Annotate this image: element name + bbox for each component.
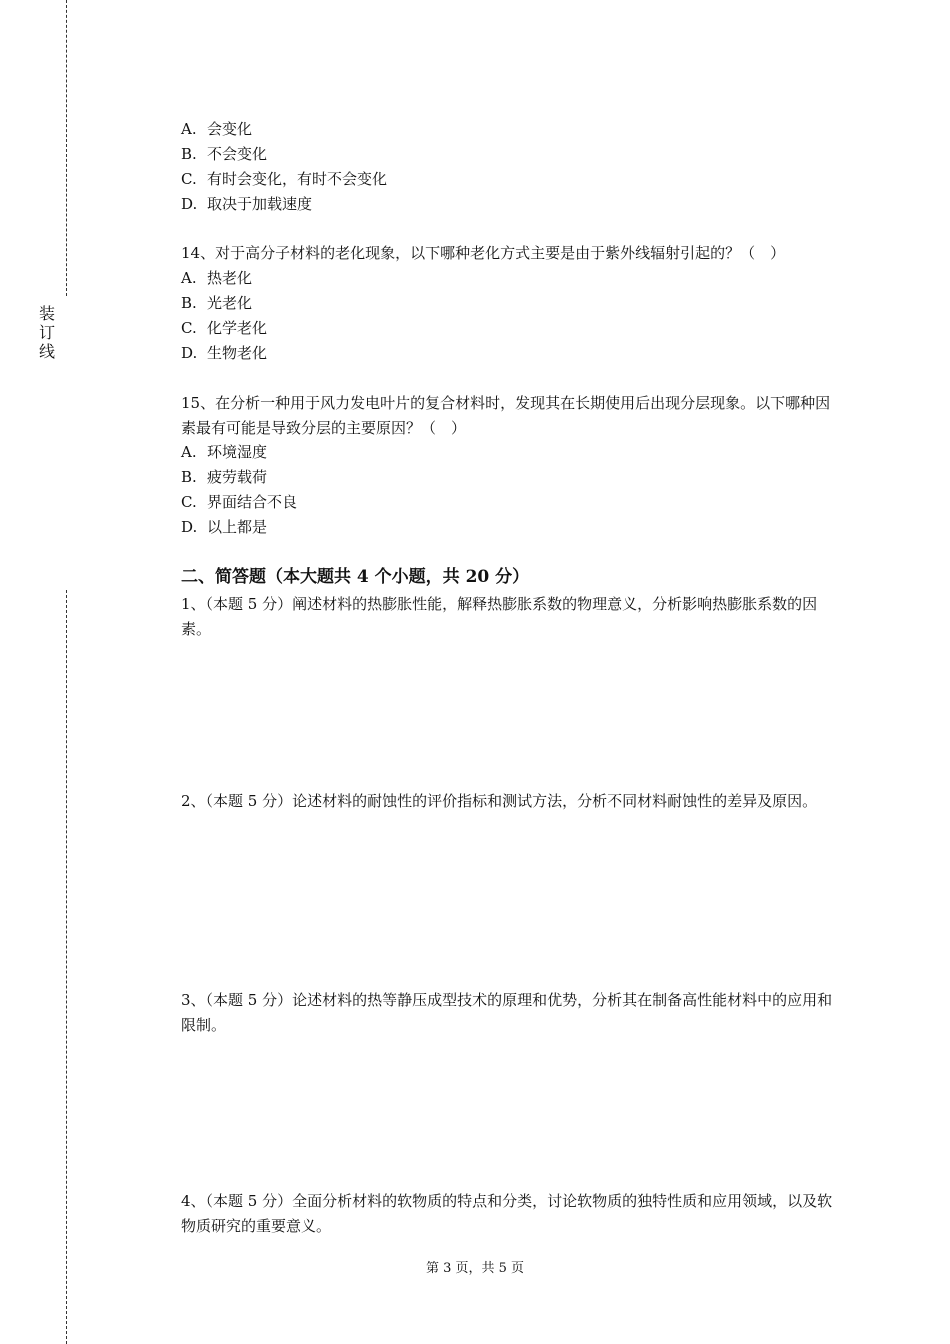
q13-option-d: D. 取决于加载速度	[181, 195, 313, 213]
binding-label-char: 线	[38, 342, 55, 361]
binding-line-top	[66, 0, 67, 296]
binding-label-char: 装	[38, 304, 55, 323]
q15-option-a: A. 环境湿度	[181, 443, 268, 461]
q13-option-c: C. 有时会变化，有时不会变化	[181, 170, 388, 188]
binding-label-char: 订	[38, 323, 55, 342]
q15-option-d: D. 以上都是	[181, 518, 268, 536]
q15-option-c: C. 界面结合不良	[181, 493, 298, 511]
section-title: 二、简答题（本大题共 4 个小题，共 20 分）	[181, 567, 530, 587]
q14-stem: 14、对于高分子材料的老化现象，以下哪种老化方式主要是由于紫外线辐射引起的？（ ）	[181, 244, 786, 262]
binding-label	[38, 304, 56, 361]
q14-option-c: C. 化学老化	[181, 319, 268, 337]
short-answer-question-2: 2、（本题 5 分）论述材料的耐蚀性的评价指标和测试方法，分析不同材料耐蚀性的差异及原因。	[181, 792, 818, 810]
q14-option-b: B. 光老化	[181, 294, 253, 312]
q15-option-b: B. 疲劳载荷	[181, 468, 268, 486]
q13-option-b: B. 不会变化	[181, 145, 268, 163]
q14-option-d: D. 生物老化	[181, 344, 268, 362]
short-answer-question-1: 1、（本题 5 分）阐述材料的热膨胀性能，解释热膨胀系数的物理意义，分析影响热膨胀系数的因素。	[181, 595, 818, 638]
q14-option-a: A. 热老化	[181, 269, 253, 287]
binding-line-bottom	[66, 590, 67, 1344]
short-answer-question-4: 4、（本题 5 分）全面分析材料的软物质的特点和分类，讨论软物质的独特性质和应用领域，以及软物质研究的重要意义。	[181, 1192, 833, 1235]
q13-option-a: A. 会变化	[181, 120, 253, 138]
short-answer-question-3: 3、（本题 5 分）论述材料的热等静压成型技术的原理和优势，分析其在制备高性能材料中的应用和限制。	[181, 991, 833, 1034]
q15-stem: 15、在分析一种用于风力发电叶片的复合材料时，发现其在长期使用后出现分层现象。以下哪种因素最有可能是导致分层的主要原因？（ ）	[181, 394, 831, 437]
page-footer: 第 3 页，共 5 页	[425, 1261, 525, 1276]
